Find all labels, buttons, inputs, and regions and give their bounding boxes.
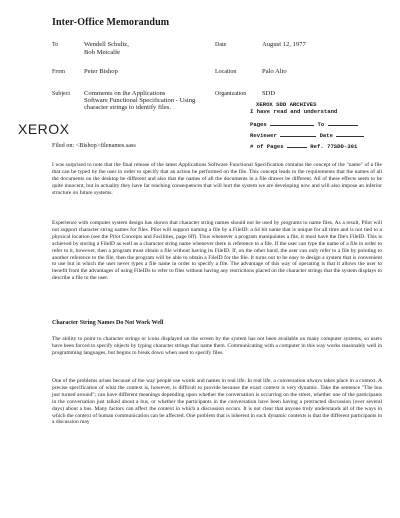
stamp-ref-label: Ref. [310,143,324,150]
section-heading: Character String Names Do Not Work Well [52,320,164,326]
paragraph-4: One of the problems arises because of the way people use words and names in real life. In real life, a conversation always takes place in a context. A precise specification of what the context is, however, is difficult to provide because the exact context is very dynamic. Take the sentence "The bus just turned around"; can have different meanings depending upon whether the conversation is occurring on the street, whether one of the participants in the conversation just talked about a bus, or whether the participants in the conversation have been having a protracted discussion (over several days) about a bus. Many factors can affect the context in which a discussion occurs. It is not clear that anyone truly understands all of the ways in which the context of human communication can be affected. One problem that is inherent in such dynamic contexts is that the different participants in a discussion may [52,378,383,426]
subject-line-2: Software Functional Specification - Using [84,97,196,104]
stamp-pages-label: Pages [250,121,267,128]
paragraph-1: I was surprised to note that the final release of the latest Applications Software Functional Specification contains the concept of the "name" of a file that can be typed by the user in order to specify that an action be performed on the file. This concept leads to the requirements that the names of all the documents on the desktop be different and also that the names of all the documents in a file drawer be different. All of these effects seem to be quite innocent, but in actuality they have far reaching consequences that will hurt the system we are developing now and will also impose an inferior structure on future systems. [52,162,382,196]
stamp-date-label: Date [319,132,334,139]
stamp-reviewer-row [250,131,364,139]
stamp-archive: XEROX SDD ARCHIVES [256,101,317,108]
memo-title: Inter-Office Memorandum [52,17,170,28]
to-label: To [52,42,59,48]
filed-on: Filed on: <Bishop>filenames.sass [52,142,136,149]
to-value-line-2: Bob Metcalfe [84,49,121,56]
to-value-line-1: Wendell Schultz, [84,41,129,48]
paragraph-2: Experience with computer system design has shown that character string names should not be used by programs to name files. As a result, Pilot will not support character string names for files. Pilot will support naming a file by a FileID: a 64 bit name that is unique for all time and is not tied to a physical location (see the Pilot Concepts and Facilities, page 6ff). Thus whenever a program manipulates a file, it must have the file's FileID. This is achieved by storing a FileID as well as a character string name whenever there is reference to a file. If the user can type the name of a file in order to refer to it, however, then a program must obtain a file without having its FileID. If, on the other hand, the user can only refer to a file by pointing to another reference to the file, then the program will be able to obtain a FileID for the file. It turns out to be easy to design a system that is convenient to use but in which the user never types a file name in order to specify a file. The advantage of this way of operating is that it allows the user to benefit from the advantages of using FileIDs to refer to files without having any restrictions placed on the character strings that the system displays to describe a file to the user. [52,220,382,282]
location-value: Palo Alto [262,68,287,75]
from-label: From [52,69,66,75]
date-label: Date [215,42,227,48]
stamp-pages-from-blank [270,120,314,126]
stamp-pages-to-label: To [317,121,325,128]
paragraph-3: The ability to point to character strings or icons displayed on the screen by the system has not been available on many computer systems, so users have been forced to specify objects by typing character strings that name them. Communicating with a computer in this way works reasonably well in programming languages, but begins to break down when used to specify files. [52,336,382,356]
subject-line-3: character strings to identify files. [84,104,171,111]
subject-label: Subject [52,91,70,97]
stamp-date-blank [336,131,364,137]
stamp-ref-value: 77SDD-301 [327,143,358,150]
stamp-num-pages-label: # of Pages [250,143,284,150]
from-value: Peter Bishop [84,68,118,75]
stamp-pages-to-blank [328,120,358,126]
stamp-statement: I have read and understand [250,108,338,115]
stamp-reviewer-blank [280,131,316,137]
stamp-reviewer-label: Reviewer [250,132,277,139]
date-value: August 12, 1977 [262,41,306,48]
subject-line-1: Comments on the Applications [84,90,166,97]
xerox-logo: XEROX [18,121,70,137]
stamp-num-pages-blank [287,142,307,148]
location-label: Location [215,69,237,75]
organization-value: SDD [262,90,276,97]
stamp-ref-row [250,142,357,150]
stamp-pages-row [250,120,358,128]
organization-label: Organization [215,91,247,97]
